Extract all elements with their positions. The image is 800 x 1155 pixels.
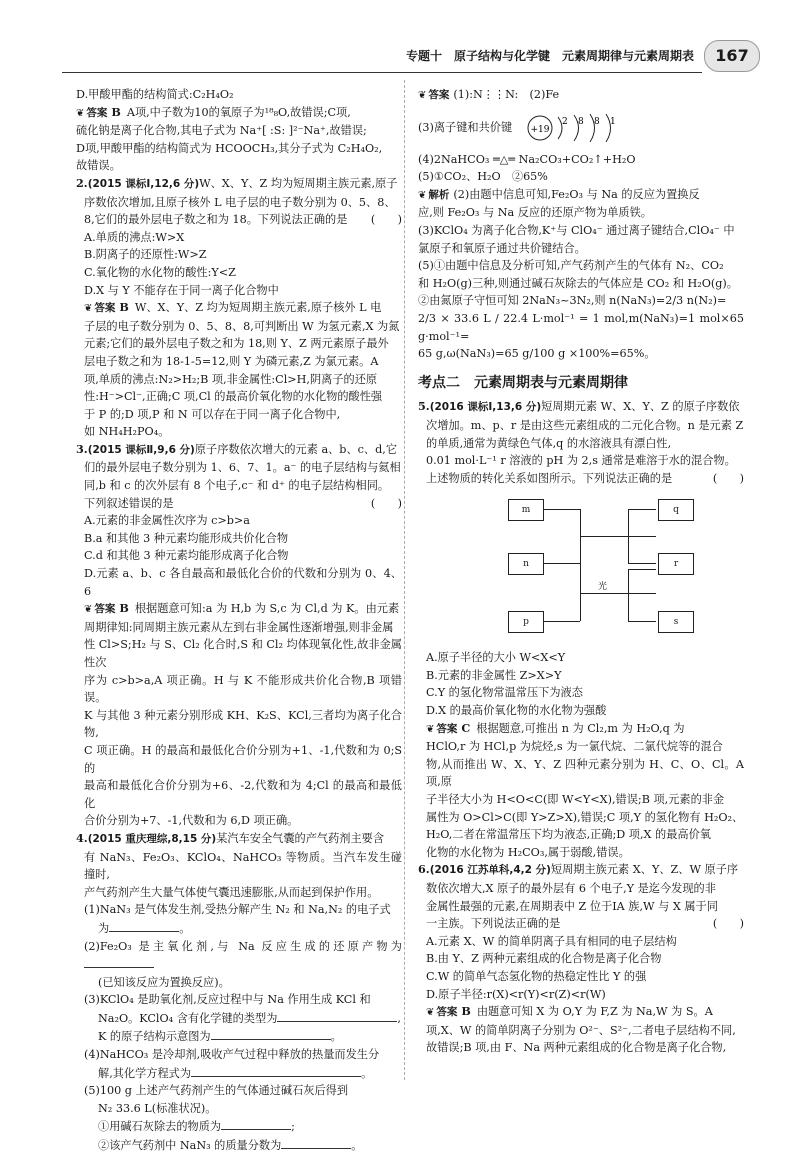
question-text-part: ①用碱石灰除去的物质为 bbox=[98, 1120, 222, 1134]
option-b: B.阴离子的还原性:W>Z bbox=[84, 248, 207, 262]
analysis-block bbox=[418, 186, 744, 205]
analysis-text: 氯原子和氧原子通过共价键结合。 bbox=[418, 241, 586, 255]
question-text-part: K 的原子结构示意图为 bbox=[98, 1030, 211, 1044]
answer-tag: ❦ 答案 bbox=[76, 107, 107, 119]
sub-question-5-1: ①用碱石灰除去的物质为 ; bbox=[76, 1117, 402, 1136]
option-line: D.甲酸甲酯的结构简式:C₂H₄O₂ bbox=[76, 88, 234, 101]
question-2 bbox=[76, 175, 402, 194]
answer-text: 由题意可知 X 为 O,Y 为 F,Z 为 Na,W 为 S。A bbox=[476, 1005, 713, 1019]
answer-text: 序为 c>b>a,A 项正确。H 与 K 不能形成共价化合物,B 项错误。 bbox=[84, 673, 402, 705]
answer-blank[interactable] bbox=[221, 1117, 291, 1130]
analysis-tag: ❦ 解析 bbox=[418, 189, 449, 201]
option-c: C.氧化物的水化物的酸性:Y<Z bbox=[84, 265, 236, 279]
question-text-part: 解,其化学方程式为 bbox=[98, 1066, 192, 1080]
question-text: 同,b 和 c 的次外层有 8 个电子,c⁻ 和 d⁺ 的电子层结构相同。 bbox=[84, 479, 390, 493]
question-text: 短周期主族元素 X、Y、Z、W 原子序 bbox=[550, 863, 739, 877]
question-text: 原子序数依次增大的元素 a、b、c、d,它 bbox=[194, 442, 398, 456]
box-s: s bbox=[658, 611, 694, 633]
header-rule bbox=[62, 72, 702, 73]
question-source: (2016 课标Ⅰ,13,6 分) bbox=[429, 401, 542, 414]
answer-blank[interactable] bbox=[84, 955, 154, 968]
answer-text bbox=[418, 111, 744, 145]
answer-blank[interactable] bbox=[191, 1064, 361, 1077]
shell-count-1: 2 bbox=[561, 116, 568, 127]
answer-letter: C bbox=[461, 720, 471, 735]
option-a: A.元素的非金属性次序为 c>b>a bbox=[84, 514, 250, 528]
left-column bbox=[76, 86, 402, 1155]
option-c: C.W 的简单气态氢化物的热稳定性比 Y 的强 bbox=[426, 969, 647, 983]
arrow-r-2 bbox=[628, 569, 656, 570]
light-label: 光 bbox=[598, 582, 608, 593]
page-number: 167 bbox=[704, 40, 760, 72]
question-text-part: Na₂O。KClO₄ 含有化学键的类型为 bbox=[98, 1011, 278, 1025]
sub-question-2-note: (已知该反应为置换反应)。 bbox=[98, 975, 230, 989]
sub-question-3-line: K 的原子结构示意图为 。 bbox=[76, 1027, 402, 1046]
box-m: m bbox=[508, 499, 544, 521]
option-d: D.X 与 Y 不能存在于同一离子化合物中 bbox=[84, 283, 279, 297]
answer-text: 性 Cl>S;H₂ 与 S、Cl₂ 化合时,S 和 Cl₂ 均体现氧化性,故非金属性次 bbox=[84, 638, 402, 669]
question-source: (2016 江苏单科,4,2 分) bbox=[429, 864, 551, 877]
answer-letter: B bbox=[119, 601, 129, 616]
analysis-text: 和 H₂O(g)三种,则通过碱石灰除去的气体应是 CO₂ 和 H₂O(g)。 bbox=[418, 276, 738, 290]
sub-question-5: (5)100 g 上述产气药剂产生的气体通过碱石灰后得到 bbox=[84, 1084, 349, 1098]
answer-letter: B bbox=[119, 300, 129, 315]
question-text-part: 8,它们的最外层电子数之和为 18。下列说法正确的是 bbox=[84, 213, 348, 227]
answer-text: 于 P 的;D 项,P 和 N 可以存在于同一离子化合物中, bbox=[84, 407, 341, 421]
answer-paren: ( ) bbox=[712, 917, 744, 931]
option-b: B.元素的非金属性 Z>X>Y bbox=[426, 668, 562, 682]
answer-paren: ( ) bbox=[712, 471, 744, 485]
question-text: 有 NaN₃、Fe₂O₃、KClO₄、NaHCO₃ 等物质。当汽车发生碰撞时, bbox=[84, 850, 402, 882]
answer-tag: ❦ 答案 bbox=[84, 603, 115, 615]
atom-structure-diagram bbox=[522, 111, 632, 145]
answer-text: 根据题意,可推出 n 为 Cl₂,m 为 H₂O,q 为 bbox=[476, 721, 685, 735]
answer-tag: ❦ 答案 bbox=[426, 1006, 457, 1018]
sub-question-4: (4)NaHCO₃ 是冷却剂,吸收产气过程中释放的热量而发生分 bbox=[84, 1048, 380, 1062]
answer-text: A项,中子数为10的氧原子为¹⁸₈O,故错误;C项, bbox=[126, 105, 351, 119]
answer-text: 项,单质的沸点:N₂>H₂;B 项,非金属性:Cl>H,阴离子的还原 bbox=[84, 372, 378, 386]
sub-question-1: (1)NaN₃ 是气体发生剂,受热分解产生 N₂ 和 Na,N₂ 的电子式 bbox=[84, 903, 391, 917]
question-5 bbox=[418, 398, 744, 417]
sub-question-5-line: N₂ 33.6 L(标准状况)。 bbox=[98, 1101, 217, 1115]
shell-count-3: 8 bbox=[593, 116, 600, 127]
answer-block bbox=[418, 1003, 744, 1022]
sub-question-1-blank-line: 为 。 bbox=[76, 919, 402, 938]
question-source: (2015 重庆理综,8,15 分) bbox=[87, 832, 217, 845]
option-b: B.a 和其他 3 种元素均能形成共价化合物 bbox=[84, 531, 289, 545]
question-text: 短周期元素 W、X、Y、Z 的原子序数依 bbox=[541, 400, 740, 414]
question-number: 3. bbox=[76, 441, 88, 456]
question-text: 的单质,通常为黄绿色气体,q 的水溶液具有漂白性, bbox=[426, 436, 672, 450]
option-d: D.元素 a、b、c 各自最高和最低化合价的代数和分别为 0、4、6 bbox=[84, 567, 402, 598]
answer-block bbox=[76, 104, 402, 123]
answer-block bbox=[418, 720, 744, 739]
analysis-text: 65 g,ω(NaN₃)=65 g/100 g ×100%=65%。 bbox=[418, 347, 656, 361]
question-text: 数依次增大,X 原子的最外层有 6 个电子,Y 是迄今发现的非 bbox=[426, 882, 716, 895]
right-column bbox=[418, 86, 744, 1057]
question-text: 某汽车安全气囊的产气药剂主要含 bbox=[216, 831, 385, 845]
line-qr-split bbox=[628, 509, 629, 564]
answer-text: 根据题意可知:a 为 H,b 为 S,c 为 Cl,d 为 K。由元素 bbox=[134, 602, 400, 616]
answer-text: 周期律知:同周期主族元素从左到右非金属性逐渐增强,则非金属 bbox=[84, 620, 394, 634]
answer-text: 故错误;B 项,由 F、Na 两种元素组成的化合物是离子化合物, bbox=[426, 1041, 727, 1055]
box-r: r bbox=[658, 553, 694, 575]
answer-text: W、X、Y、Z 均为短周期主族元素,原子核外 L 电 bbox=[134, 301, 382, 315]
answer-text: C 项正确。H 的最高和最低化合价分别为+1、-1,代数和为 0;S 的 bbox=[84, 743, 402, 775]
answer-text: 如 NH₄H₂PO₄。 bbox=[84, 425, 170, 439]
line-to-qr bbox=[580, 536, 656, 537]
analysis-text: (2)由题中信息可知,Fe₂O₃ 与 Na 的反应为置换反 bbox=[453, 187, 700, 201]
answer-text: 属性为 O>Cl>C(即 Y>Z>X),错误;C 项,Y 的氢化物有 H₂O₂、 bbox=[426, 810, 744, 824]
question-text: 金属性最强的元素,在周期表中 Z 位于ⅠA 族,W 与 X 属于同 bbox=[426, 899, 718, 913]
option-a: A.元素 X、W 的简单阴离子具有相同的电子层结构 bbox=[426, 934, 677, 948]
sub-question-3-line: Na₂O。KClO₄ 含有化学键的类型为 , bbox=[76, 1009, 402, 1028]
answer-text: (5)①CO₂、H₂O ②65% bbox=[418, 170, 548, 184]
shell-count-2: 8 bbox=[577, 116, 584, 127]
answer-text: (1):N⋮⋮N: (2)Fe bbox=[453, 88, 560, 101]
answer-text: 项,X、W 的简单阴离子分别为 O²⁻、S²⁻,二者电子层结构不同, bbox=[426, 1023, 736, 1037]
shell-count-4: 1 bbox=[609, 116, 616, 127]
answer-text: 子半径大小为 H<O<C(即 W<Y<X),错误;B 项,元素的非金 bbox=[426, 793, 725, 807]
question-text: 0.01 mol·L⁻¹ r 溶液的 pH 为 2,s 通常是难溶于水的混合物。 bbox=[426, 454, 736, 468]
question-text: 产气药剂产生大量气体使气囊迅速膨胀,从而起到保护作用。 bbox=[84, 885, 379, 899]
answer-text: 层电子数之和为 18-1-5=12,则 Y 为磷元素,Z 为氯元素。A bbox=[84, 354, 379, 368]
arrow-s bbox=[628, 621, 656, 622]
answer-text: 物,从而推出 W、X、Y、Z 四种元素分别为 H、C、O、Cl。A 项,原 bbox=[426, 757, 744, 789]
arrow-r-1 bbox=[628, 563, 656, 564]
answer-text: H₂O,二者在常温常压下均为液态,正确;D 项,X 的最高价氧 bbox=[426, 828, 711, 842]
line-np-join bbox=[580, 563, 581, 621]
answer-tag: ❦ 答案 bbox=[426, 723, 457, 735]
option-d: D.X 的最高价氧化物的水化物为强酸 bbox=[426, 704, 607, 718]
question-text: 次增加。m、p、r 是由这些元素组成的二元化合物。n 是元素 Z bbox=[426, 418, 744, 432]
answer-text: 化物的水化物为 H₂CO₃,属于弱酸,错误。 bbox=[426, 845, 630, 859]
option-d: D.原子半径:r(X)<r(Y)<r(Z)<r(W) bbox=[426, 987, 606, 1001]
answer-paren: ( ) bbox=[370, 496, 402, 510]
answer-tag: ❦ 答案 bbox=[418, 89, 449, 101]
box-p: p bbox=[508, 611, 544, 633]
answer-text: K 与其他 3 种元素分别形成 KH、K₂S、KCl,三者均为离子化合物, bbox=[84, 708, 402, 740]
answer-block bbox=[76, 600, 402, 619]
question-text-part: (2)Fe₂O₃ 是主氧化剂,与 Na 反应生成的还原产物为 bbox=[84, 939, 402, 953]
arrow-q bbox=[628, 509, 656, 510]
line-to-rs bbox=[580, 593, 656, 594]
answer-text: 元素;它们的最外层电子数之和为 18,则 Y、Z 两元素原子最外 bbox=[84, 337, 389, 351]
answer-block bbox=[418, 86, 744, 105]
question-text: 们的最外层电子数分别为 1、6、7、1。a⁻ 的电子层结构与氦相 bbox=[84, 461, 401, 475]
question-source: (2015 课标Ⅰ,12,6 分) bbox=[87, 177, 200, 190]
line-n bbox=[544, 563, 580, 564]
section-title: 考点二 元素周期表与元素周期律 bbox=[418, 374, 628, 391]
header-title: 专题十 原子结构与化学键 元素周期律与元素周期表 bbox=[405, 49, 694, 63]
analysis-text: 2/3 × 33.6 L / 22.4 L·mol⁻¹ = 1 mol,m(NaN₃)=1 mol×65 g·mol⁻¹= bbox=[418, 311, 744, 343]
sub-question-2 bbox=[76, 938, 402, 974]
answer-text: 性:H⁻>Cl⁻,正确;C 项,Cl 的最高价氧化物的水化物的酸性强 bbox=[84, 390, 383, 404]
answer-blank[interactable] bbox=[281, 1136, 351, 1149]
answer-text: HClO,r 为 HCl,p 为烷烃,s 为一氯代烷、二氯代烷等的混合 bbox=[426, 740, 723, 754]
analysis-text: 应,则 Fe₂O₃ 与 Na 反应的还原产物为单质铁。 bbox=[418, 206, 652, 220]
question-text bbox=[418, 470, 744, 488]
conversion-diagram bbox=[508, 493, 728, 643]
answer-text: D项,甲酸甲酯的结构简式为 HCOOCH₃,其分子式为 C₂H₄O₂, bbox=[76, 141, 383, 155]
question-source: (2015 课标Ⅱ,9,6 分) bbox=[87, 443, 195, 456]
question-4 bbox=[76, 830, 402, 849]
answer-text: 最高和最低化合价分别为+6、-2,代数和为 4;Cl 的最高和最低化 bbox=[84, 779, 402, 810]
line-rs-split bbox=[628, 569, 629, 621]
line-m bbox=[544, 509, 580, 510]
answer-text: (4)2NaHCO₃ ═△═ Na₂CO₃+CO₂↑+H₂O bbox=[418, 152, 636, 166]
question-text bbox=[76, 211, 402, 229]
analysis-text: (5)①由题中信息及分析可知,产气药剂产生的气体有 N₂、CO₂ bbox=[418, 259, 724, 273]
option-b: B.由 Y、Z 两种元素组成的化合物是离子化合物 bbox=[426, 952, 662, 966]
column-divider bbox=[404, 80, 405, 1080]
question-text-part: 为 bbox=[98, 921, 110, 935]
question-text-part: ②该产气药剂中 NaN₃ 的质量分数为 bbox=[98, 1139, 282, 1153]
box-n: n bbox=[508, 553, 544, 575]
page-header bbox=[60, 44, 760, 68]
answer-blank[interactable] bbox=[109, 919, 179, 932]
answer-text: 故错误。 bbox=[76, 159, 121, 173]
analysis-text: (3)KClO₄ 为离子化合物,K⁺与 ClO₄⁻ 通过离子键结合,ClO₄⁻ 中 bbox=[418, 223, 735, 237]
question-text bbox=[76, 495, 402, 513]
sub-question-5-2: ②该产气药剂中 NaN₃ 的质量分数为 。 bbox=[76, 1136, 402, 1155]
option-a: A.单质的沸点:W>X bbox=[84, 230, 185, 244]
question-text-part: 一主族。下列说法正确的是 bbox=[426, 917, 561, 931]
line-p bbox=[544, 621, 580, 622]
sub-question-4-line: 解,其化学方程式为 。 bbox=[76, 1064, 402, 1083]
sub-question-3: (3)KClO₄ 是助氧化剂,反应过程中与 Na 作用生成 KCl 和 bbox=[84, 993, 371, 1007]
option-c: C.d 和其他 3 种元素均能形成离子化合物 bbox=[84, 549, 289, 563]
answer-tag: ❦ 答案 bbox=[84, 302, 115, 314]
question-text-part: 下列叙述错误的是 bbox=[84, 496, 174, 510]
answer-text: 硫化钠是离子化合物,其电子式为 Na⁺[ :S: ]²⁻Na⁺,故错误; bbox=[76, 124, 367, 138]
answer-text: 子层的电子数分别为 0、5、8、8,可判断出 W 为氢元素,X 为氮 bbox=[84, 319, 400, 333]
question-3 bbox=[76, 441, 402, 460]
answer-text-part: (3)离子键和共价键 bbox=[418, 120, 513, 134]
analysis-text: ②由氮原子守恒可知 2NaN₃~3N₂,则 n(NaN₃)=2/3 n(N₂)= bbox=[418, 294, 727, 308]
question-text: 序数依次增加,且原子核外 L 电子层的电子数分别为 0、5、8、 bbox=[84, 195, 396, 209]
answer-text: 合价分别为+7、-1,代数和为 6,D 项正确。 bbox=[84, 814, 299, 828]
question-number: 2. bbox=[76, 175, 88, 190]
box-q: q bbox=[658, 499, 694, 521]
answer-block bbox=[76, 299, 402, 318]
option-a: A.原子半径的大小 W<X<Y bbox=[426, 651, 566, 665]
question-text-part: 上述物质的转化关系如图所示。下列说法正确的是 bbox=[426, 471, 673, 485]
question-text: W、X、Y、Z 均为短周期主族元素,原子 bbox=[199, 176, 398, 190]
question-text bbox=[418, 915, 744, 933]
question-number: 5. bbox=[418, 399, 430, 414]
option-c: C.Y 的氢化物常温常压下为液态 bbox=[426, 686, 583, 700]
nucleus-label: +19 bbox=[530, 124, 550, 135]
answer-letter: B bbox=[111, 104, 121, 119]
question-number: 4. bbox=[76, 830, 88, 845]
answer-letter: B bbox=[461, 1004, 471, 1019]
answer-paren: ( ) bbox=[370, 213, 402, 227]
question-number: 6. bbox=[418, 862, 430, 877]
answer-blank[interactable] bbox=[211, 1027, 331, 1040]
answer-blank[interactable] bbox=[277, 1009, 397, 1022]
question-6 bbox=[418, 861, 744, 880]
